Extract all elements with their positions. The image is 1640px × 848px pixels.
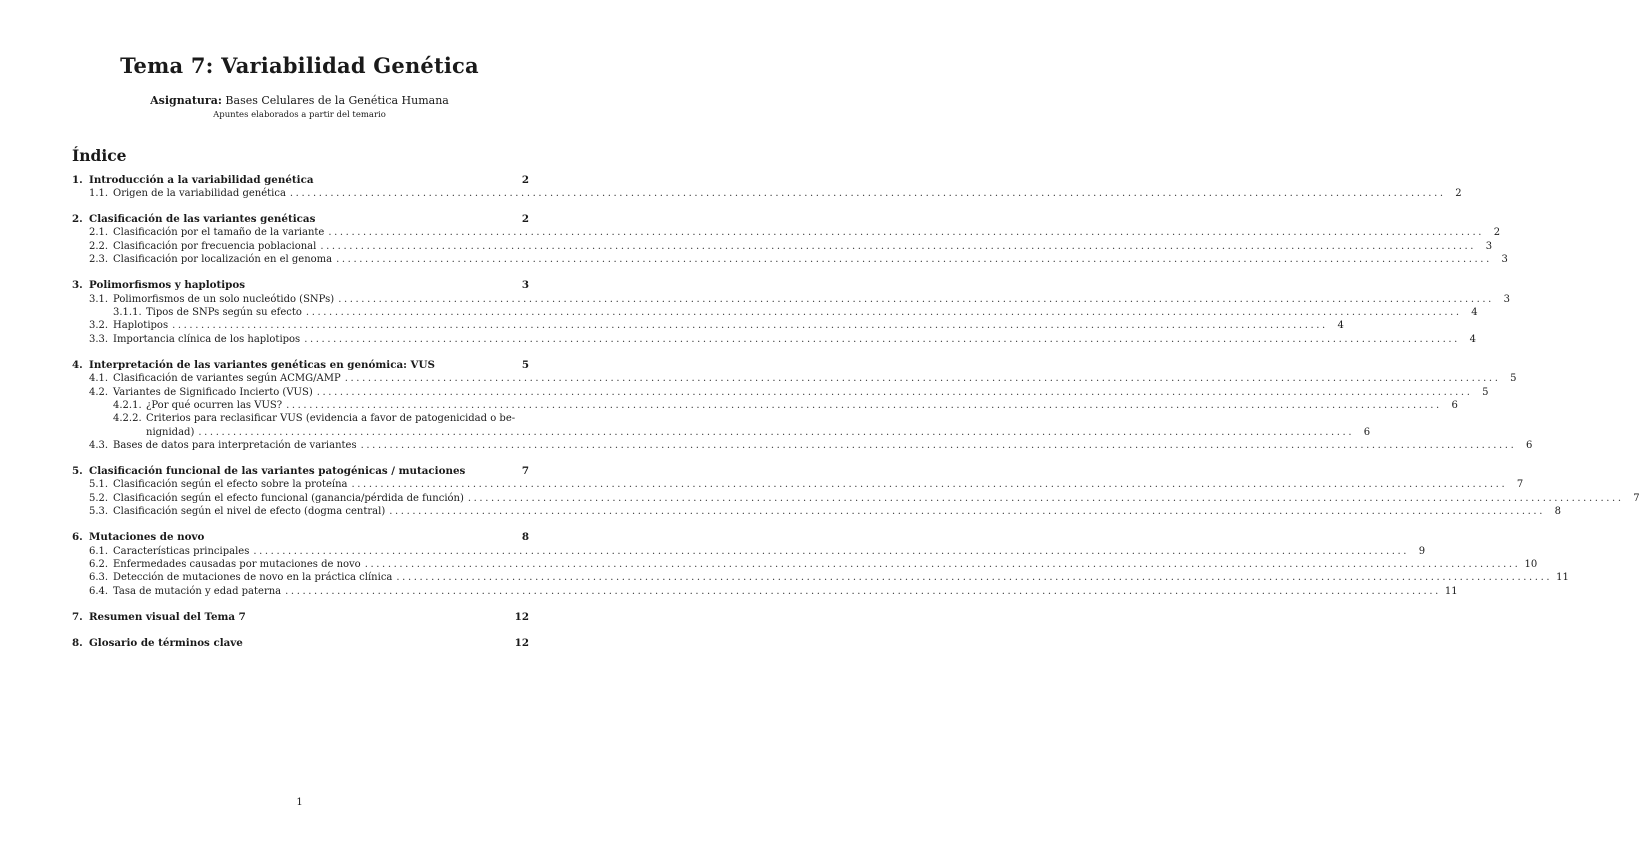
toc-number: 2.2. [89,240,109,252]
toc-entry-8[interactable] [72,635,529,650]
toc-entry-4[interactable] [72,357,529,372]
toc-page: 7 [521,465,529,478]
toc-page: 3 [1485,240,1493,252]
table-of-contents [72,172,1640,650]
toc-entry-6-3[interactable] [72,571,1569,584]
toc-entry-7[interactable] [72,609,529,624]
toc-number: 4.3. [89,440,109,452]
source-note: Apuntes elaborados a partir del temario [213,110,386,120]
toc-page: 12 [514,636,529,649]
dot-leader: ........................................................................................................................................................................................................ [285,585,1441,597]
toc-title: Mutaciones de novo [89,531,205,544]
toc-page: 2 [521,173,529,186]
toc-number: 3. [72,279,83,292]
toc-title: Detección de mutaciones de novo en la práctica clínica [113,572,393,584]
toc-page: 4 [1469,333,1476,345]
toc-entry-4-2[interactable] [72,386,1489,399]
toc-number: 4.2. [89,386,109,398]
dot-leader: ........................................................................................................................................................................................................ [316,386,1473,398]
toc-page: 8 [521,531,529,544]
toc-number: 3.1.1. [113,306,142,318]
toc-page: 6 [1363,426,1371,438]
toc-title: Clasificación de las variantes genéticas [89,212,316,225]
toc-number: 4.2.2. [113,413,142,425]
toc-title: Clasificación según el nivel de efecto (dogma central) [113,506,386,518]
toc-entry-5-1[interactable] [72,478,1524,491]
toc-number: 5.1. [89,479,109,491]
toc-section-6 [72,530,1569,599]
toc-section-7 [72,609,529,624]
toc-number: 4. [72,358,83,371]
dot-leader: ........................................................................................................................................................................................................ [198,426,1355,438]
toc-page: 3 [1501,254,1508,266]
dot-leader: ........................................................................................................................................................................................................ [338,293,1494,305]
toc-page: 4 [1337,320,1344,332]
subject-line [0,94,599,107]
toc-heading: Índice [72,146,127,165]
toc-entry-4-1[interactable] [72,372,1517,385]
toc-page: 3 [1503,293,1510,305]
toc-title: Haplotipos [113,320,169,332]
toc-title: Clasificación por el tamaño de la variante [113,227,325,239]
toc-entry-4-3[interactable] [72,439,1533,452]
toc-entry-5[interactable] [72,463,529,478]
page-number: 1 [296,797,303,808]
toc-number: 3.3. [89,333,109,345]
toc-entry-1[interactable] [72,172,529,187]
toc-title: Enfermedades causadas por mutaciones de novo [113,559,361,571]
toc-entry-3[interactable] [72,278,529,293]
dot-leader: ........................................................................................................................................................................................................ [320,240,1477,252]
toc-number: 4.1. [89,373,109,385]
toc-title: Características principales [113,545,250,557]
toc-number: 1.1. [89,187,109,199]
toc-number: 6.1. [89,545,109,557]
dot-leader: ........................................................................................................................................................................................................ [396,572,1553,584]
toc-entry-1-1[interactable] [72,187,1462,200]
toc-title: Glosario de términos clave [89,636,243,649]
toc-title: Resumen visual del Tema 7 [89,610,246,623]
subject-value: Bases Celulares de la Genética Humana [225,94,449,107]
toc-number: 5.2. [89,492,109,504]
toc-title: Variantes de Significado Incierto (VUS) [113,386,313,398]
toc-number: 6. [72,531,83,544]
toc-section-2 [72,211,1508,266]
toc-entry-4-2-2[interactable] [72,412,529,425]
toc-page: 12 [514,610,529,623]
toc-entry-3-1-1[interactable] [72,306,1478,319]
toc-number: 1. [72,173,83,186]
toc-page: 6 [1451,399,1458,411]
toc-section-4 [72,357,1533,452]
dot-leader: ........................................................................................................................................................................................................ [328,227,1485,239]
toc-title: Clasificación según el efecto funcional (ganancia/pérdida de función) [113,492,464,504]
toc-entry-3-1[interactable] [72,293,1510,306]
dot-leader: ........................................................................................................................................................................................................ [289,187,1446,199]
toc-title: Polimorfismos y haplotipos [89,279,246,292]
toc-entry-2-2[interactable] [72,240,1493,253]
dot-leader: ........................................................................................................................................................................................................ [305,306,1462,318]
toc-title: ¿Por qué ocurren las VUS? [146,399,283,411]
toc-number: 6.3. [89,572,109,584]
toc-entry-3-2[interactable] [72,319,1344,332]
toc-title: Clasificación según el efecto sobre la proteína [113,479,348,491]
toc-title: Criterios para reclasificar VUS (evidencia a favor de patogenicidad o be- [146,413,516,425]
toc-page: 10 [1524,559,1538,571]
toc-number: 7. [72,610,83,623]
toc-title: Clasificación de variantes según ACMG/AMP [113,373,341,385]
toc-entry-4-2-2-continued[interactable] [72,426,1371,439]
toc-entry-2-1[interactable] [72,226,1501,239]
toc-page: 2 [1455,187,1462,199]
toc-title: Clasificación funcional de las variantes patogénicas / mutaciones [89,465,466,478]
toc-number: 5. [72,465,83,478]
toc-page: 4 [1471,306,1478,318]
toc-number: 2.3. [89,254,109,266]
dot-leader: ........................................................................................................................................................................................................ [467,492,1624,504]
toc-number: 2.1. [89,227,109,239]
toc-page: 9 [1418,545,1426,557]
toc-number: 6.4. [89,585,109,597]
toc-entry-5-2[interactable] [72,492,1640,505]
dot-leader: ........................................................................................................................................................................................................ [304,333,1460,345]
toc-page: 2 [521,212,529,225]
toc-entry-4-2-1[interactable] [72,399,1458,412]
toc-page: 2 [1493,227,1501,239]
document-title: Tema 7: Variabilidad Genética [120,53,479,78]
toc-title: Polimorfismos de un solo nucleótido (SNPs) [113,293,335,305]
toc-title: Origen de la variabilidad genética [113,187,286,199]
toc-title: Tasa de mutación y edad paterna [113,585,282,597]
toc-page: 8 [1554,506,1561,518]
toc-title: nignidad) [146,426,195,438]
toc-entry-3-3[interactable] [72,333,1476,346]
toc-section-5 [72,463,1640,518]
toc-title: Tipos de SNPs según su efecto [146,306,302,318]
dot-leader: ........................................................................................................................................................................................................ [336,254,1492,266]
subject-label: Asignatura: [150,94,222,107]
dot-leader: ........................................................................................................................................................................................................ [172,320,1328,332]
toc-section-1 [72,172,1462,200]
toc-page: 11 [1444,585,1458,597]
toc-entry-6-4[interactable] [72,585,1458,598]
toc-entry-5-3[interactable] [72,505,1561,518]
toc-title: Importancia clínica de los haplotipos [113,333,301,345]
dot-leader: ........................................................................................................................................................................................................ [344,373,1501,385]
toc-title: Interpretación de las variantes genéticas en genómica: VUS [89,358,435,371]
toc-title: Clasificación por localización en el genoma [113,254,333,266]
toc-page: 11 [1556,572,1569,584]
toc-page: 7 [1516,479,1524,491]
dot-leader: ........................................................................................................................................................................................................ [360,440,1517,452]
toc-number: 2. [72,212,83,225]
toc-number: 6.2. [89,559,109,571]
dot-leader: ........................................................................................................................................................................................................ [364,559,1521,571]
toc-entry-6[interactable] [72,530,529,545]
toc-section-3 [72,278,1510,347]
toc-page: 5 [1482,386,1489,398]
dot-leader: ........................................................................................................................................................................................................ [351,479,1508,491]
toc-entry-6-2[interactable] [72,558,1538,571]
toc-page: 7 [1633,492,1640,504]
dot-leader: ........................................................................................................................................................................................................ [389,506,1545,518]
toc-page: 5 [1510,373,1517,385]
toc-number: 3.1. [89,293,109,305]
toc-number: 4.2.1. [113,399,142,411]
dot-leader: ........................................................................................................................................................................................................ [286,399,1442,411]
dot-leader: ........................................................................................................................................................................................................ [253,545,1410,557]
toc-page: 6 [1525,440,1533,452]
toc-number: 8. [72,636,83,649]
toc-number: 3.2. [89,320,109,332]
toc-number: 5.3. [89,506,109,518]
toc-page: 3 [521,279,529,292]
toc-entry-2-3[interactable] [72,253,1508,266]
toc-title: Introducción a la variabilidad genética [89,173,314,186]
toc-entry-2[interactable] [72,211,529,226]
toc-page: 5 [521,358,529,371]
toc-section-8 [72,635,529,650]
toc-entry-6-1[interactable] [72,545,1426,558]
toc-title: Bases de datos para interpretación de variantes [113,440,357,452]
toc-title: Clasificación por frecuencia poblacional [113,240,317,252]
